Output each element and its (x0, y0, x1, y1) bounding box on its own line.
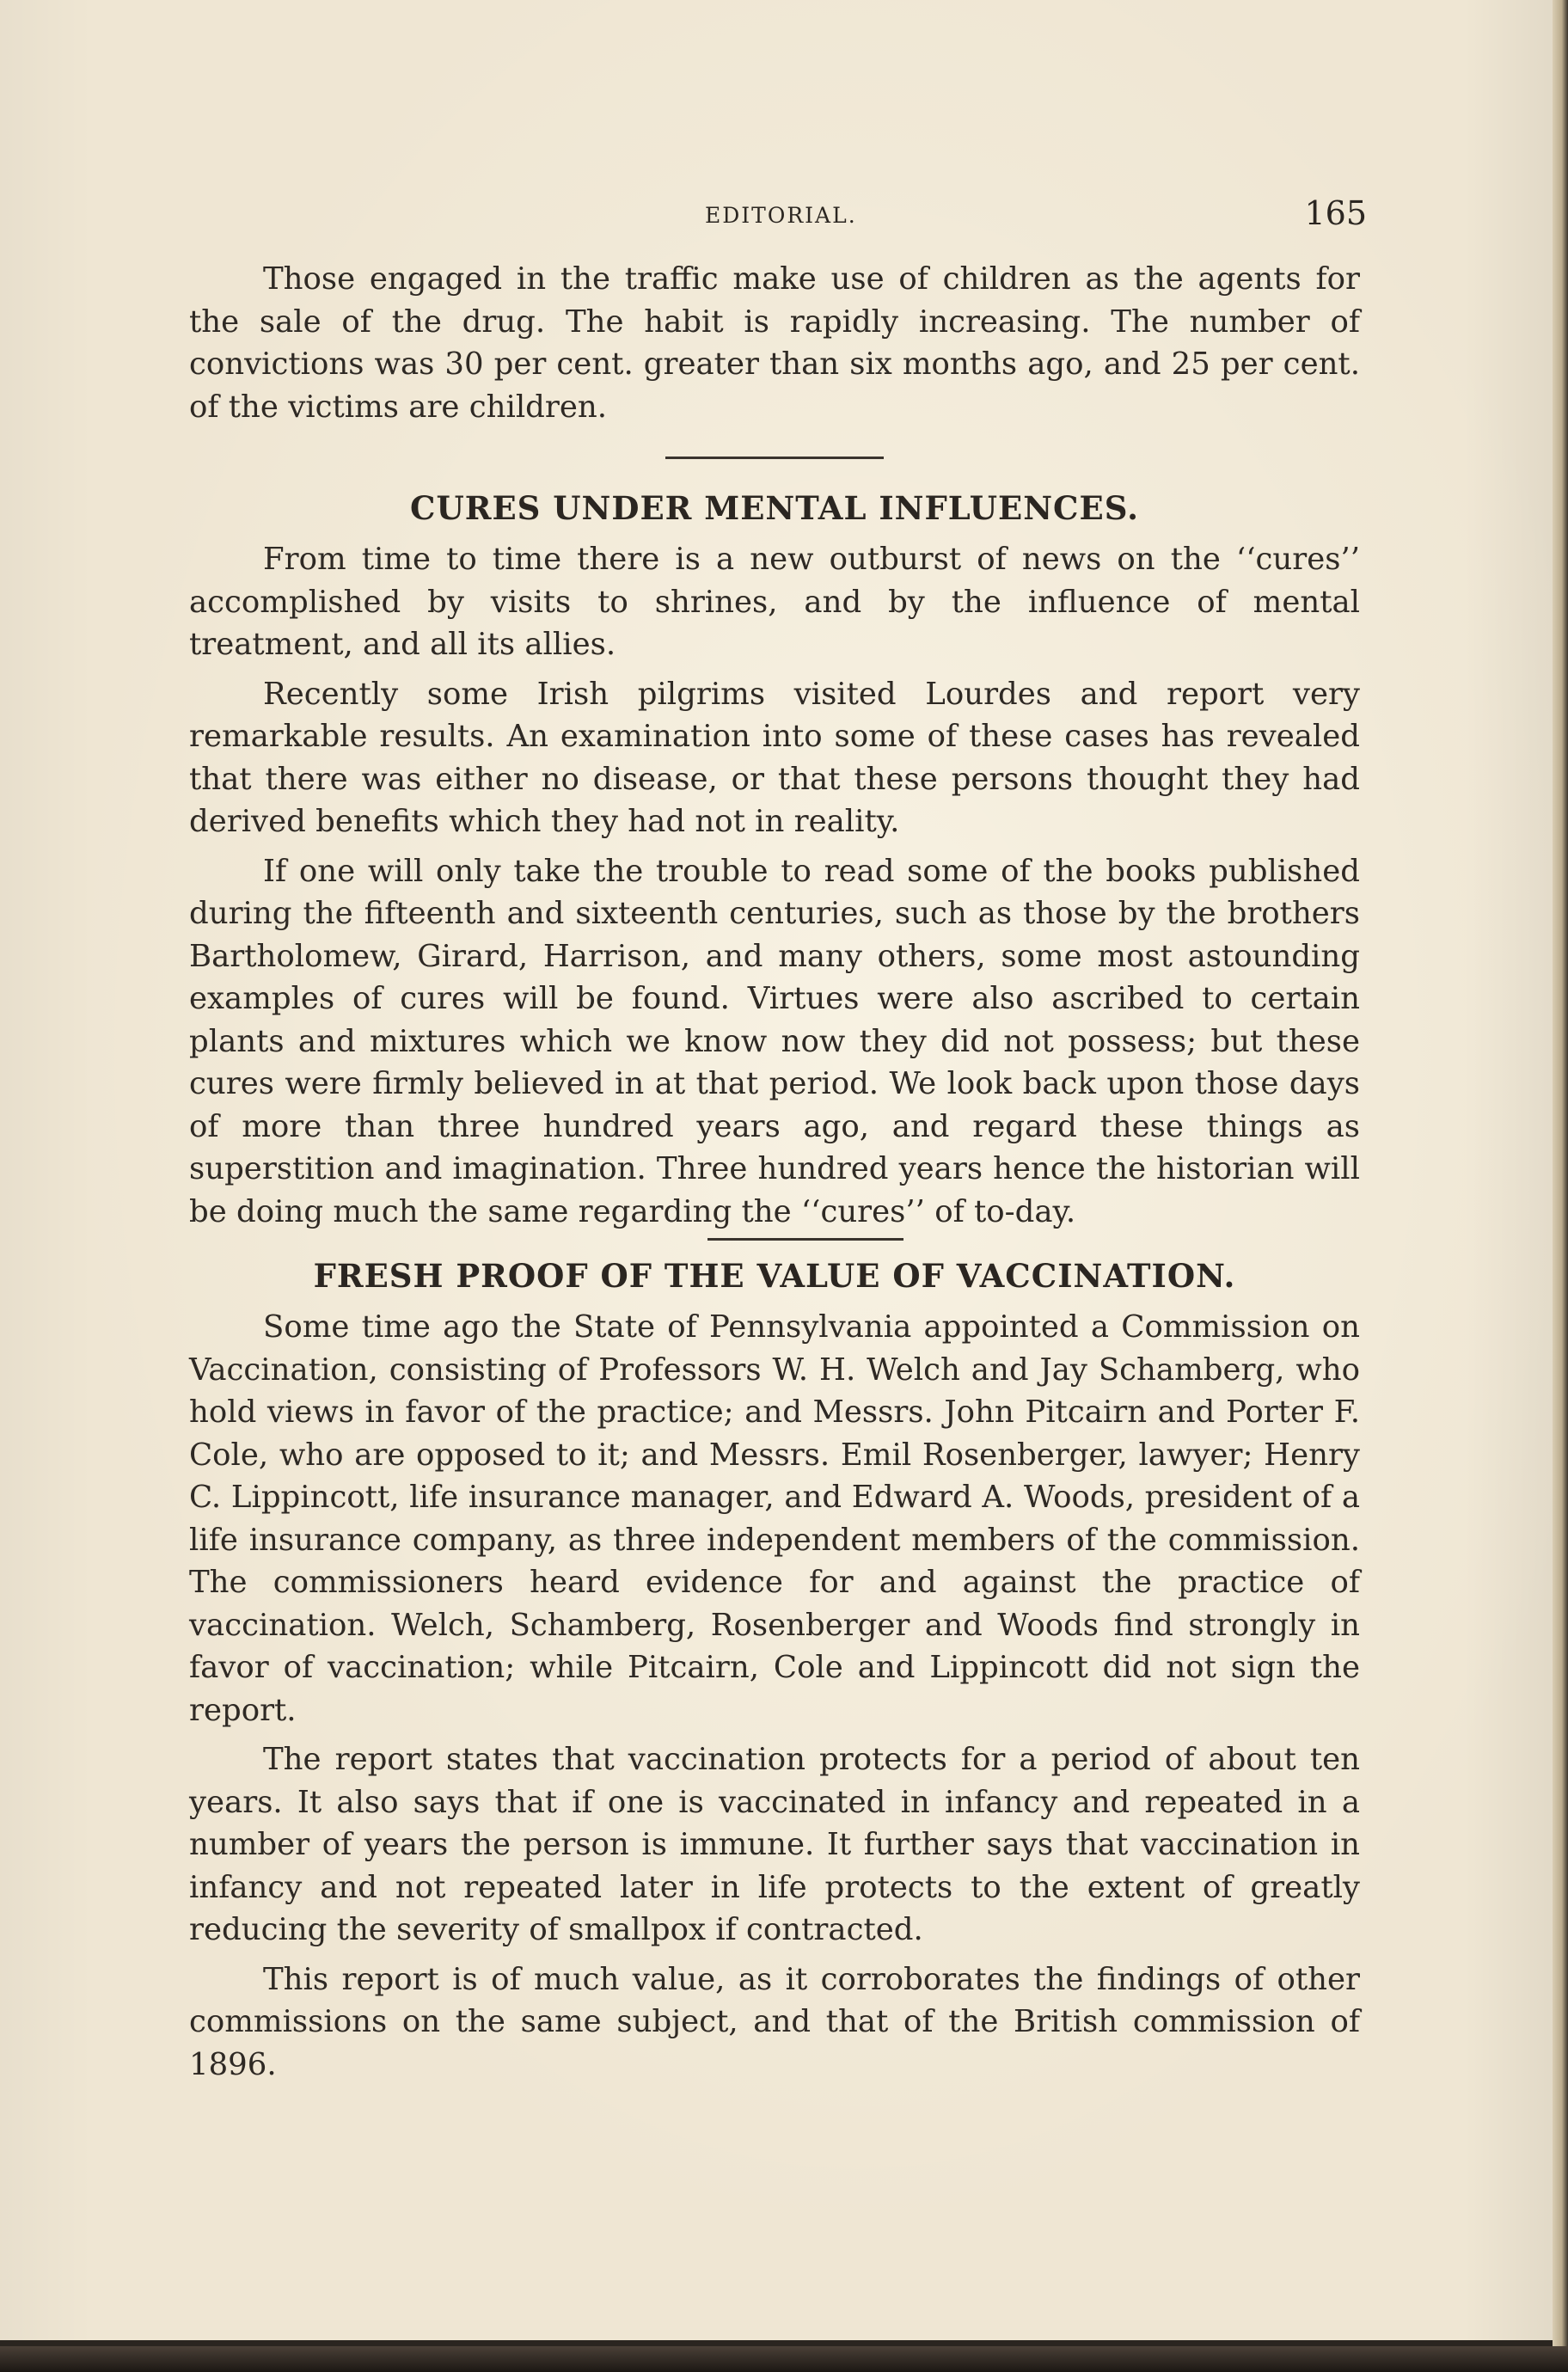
cures-paragraph-3: If one will only take the trouble to read some of the books published during the fifteenth and sixteenth centuries, such as those by the brothers Bartholomew, Girard, Harrison, and many others, some most astounding examples of cures will be found. Virtues were also ascribed to certain plants and mixtures which we know now they did not possess; but these cures were firmly believed in at that period. We look back upon those days of more than three hundred years ago, and regard these things as superstition and imagination. Three hundred years hence the historian will be doing much the same regarding the ‘‘cures’’ of to-day. (189, 853, 1360, 1229)
section-divider (707, 1238, 903, 1241)
page-edge-shadow (1553, 0, 1568, 2356)
page-bottom-shadow (0, 2346, 1568, 2372)
running-head (193, 194, 1367, 246)
cures-paragraph-1: From time to time there is a new outburst of news on the ‘‘cures’’ accomplished by visits to shrines, and by the influence of mental treatment, and all its allies. (189, 542, 1360, 662)
vaccination-paragraph-2: The report states that vaccination protects for a period of about ten years. It also says that if one is vaccinated in infancy and repeated in a number of years the person is immune. It further says that vaccination in infancy and not repeated later in life protects to the extent of greatly reducing the severity of smallpox if contracted. (189, 1742, 1360, 1947)
vaccination-paragraph-1: Some time ago the State of Pennsylvania appointed a Commission on Vaccination, consisting of Professors W. H. Welch and Jay Schamberg, who hold views in favor of the practice; and Messrs. John Pitcairn and Porter F. Cole, who are opposed to it; and Messrs. Emil Rosenberger, lawyer; Henry C. Lippincott, life insurance manager, and Edward A. Woods, president of a life insurance company, as three independent members of the commission. The commissioners heard evidence for and against the practice of vaccination. Welch, Schamberg, Rosenberger and Woods find strongly in favor of vaccination; while Pitcairn, Cole and Lippincott did not sign the report. (189, 1309, 1360, 1728)
section-heading-cures: CURES UNDER MENTAL INFLUENCES. (410, 489, 1139, 527)
page-number: 165 (1304, 194, 1367, 232)
running-title: EDITORIAL. (705, 203, 857, 228)
intro-paragraph: Those engaged in the traffic make use of children as the agents for the sale of the drug. The habit is rapidly increasing. The number of convictions was 30 per cent. greater than six months ago, and 25 per cent. of the victims are children. (189, 261, 1360, 425)
cures-paragraph-2: Recently some Irish pilgrims visited Lourdes and report very remarkable results. An examination into some of these cases has revealed that there was either no disease, or that these persons thought they had derived benefits which they had not in reality. (189, 676, 1360, 839)
page-body (189, 258, 1360, 2086)
vaccination-paragraph-3: This report is of much value, as it corroborates the findings of other commissions on the same subject, and that of the British commission of 1896. (189, 1961, 1360, 2082)
section-heading-vaccination: FRESH PROOF OF THE VALUE OF VACCINATION. (313, 1257, 1236, 1295)
section-divider (665, 457, 884, 459)
